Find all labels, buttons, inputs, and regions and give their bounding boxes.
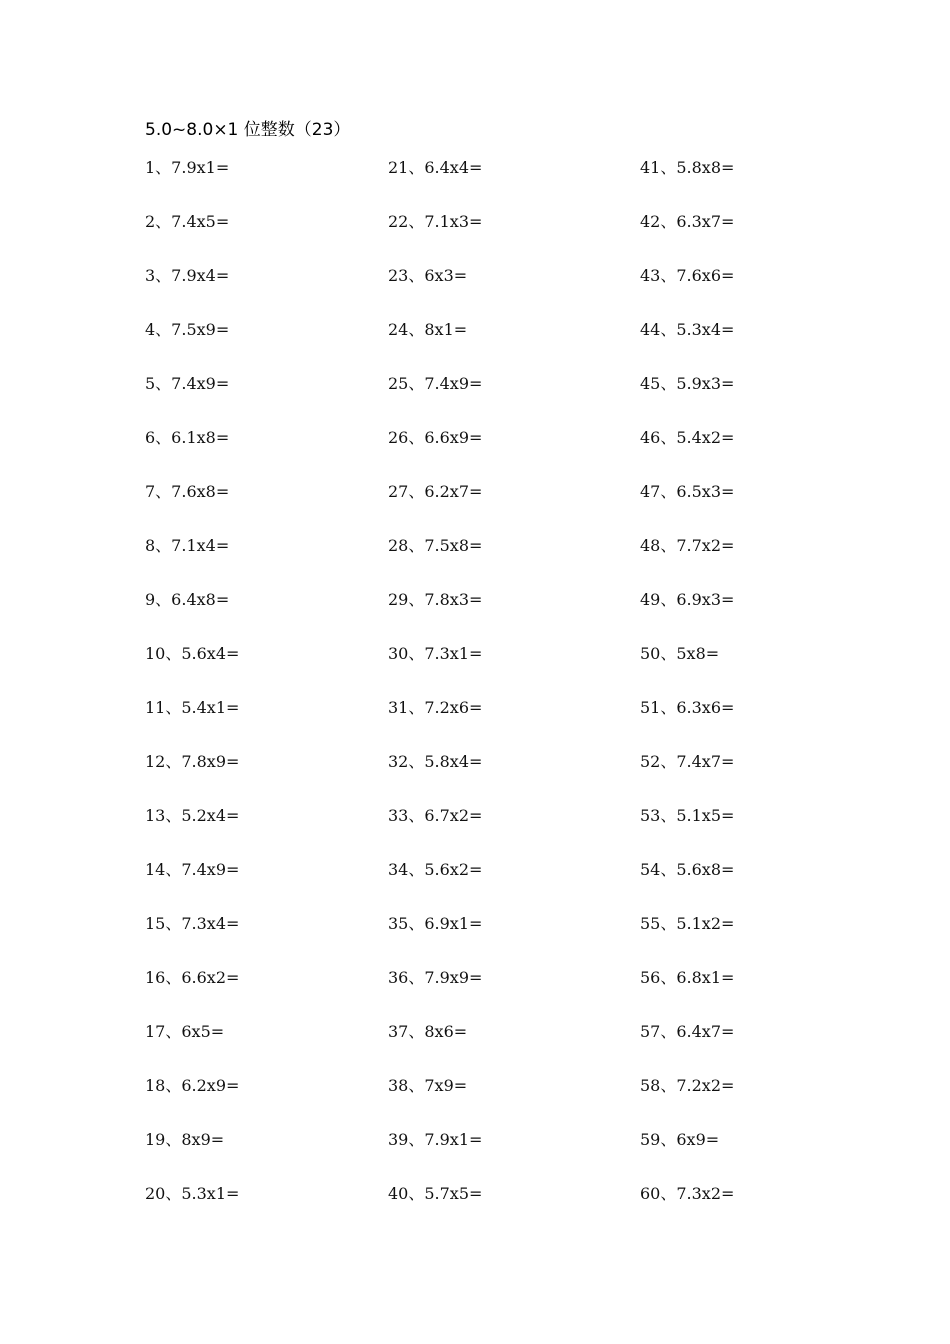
problem-item: 19、8x9= bbox=[145, 1130, 225, 1149]
problem-column-2 bbox=[388, 155, 482, 1235]
problem-item: 24、8x1= bbox=[388, 320, 468, 339]
problem-item: 58、7.2x2= bbox=[640, 1076, 735, 1095]
problem-item: 25、7.4x9= bbox=[388, 374, 483, 393]
problem-item: 42、6.3x7= bbox=[640, 212, 735, 231]
problem-item: 15、7.3x4= bbox=[145, 914, 240, 933]
problem-item: 12、7.8x9= bbox=[145, 752, 240, 771]
problem-item: 10、5.6x4= bbox=[145, 644, 240, 663]
problem-item: 39、7.9x1= bbox=[388, 1130, 483, 1149]
problem-item: 60、7.3x2= bbox=[640, 1184, 735, 1203]
problem-item: 3、7.9x4= bbox=[145, 266, 230, 285]
problem-item: 22、7.1x3= bbox=[388, 212, 483, 231]
problem-item: 51、6.3x6= bbox=[640, 698, 735, 717]
problem-item: 17、6x5= bbox=[145, 1022, 225, 1041]
problem-item: 45、5.9x3= bbox=[640, 374, 735, 393]
problem-item: 53、5.1x5= bbox=[640, 806, 735, 825]
problem-item: 41、5.8x8= bbox=[640, 158, 735, 177]
problem-item: 14、7.4x9= bbox=[145, 860, 240, 879]
problem-item: 47、6.5x3= bbox=[640, 482, 735, 501]
problem-column-1 bbox=[145, 155, 239, 1235]
problem-item: 29、7.8x3= bbox=[388, 590, 483, 609]
problem-item: 30、7.3x1= bbox=[388, 644, 483, 663]
problem-item: 50、5x8= bbox=[640, 644, 720, 663]
problem-item: 32、5.8x4= bbox=[388, 752, 483, 771]
problem-item: 26、6.6x9= bbox=[388, 428, 483, 447]
problem-item: 21、6.4x4= bbox=[388, 158, 483, 177]
problem-item: 48、7.7x2= bbox=[640, 536, 735, 555]
problem-item: 36、7.9x9= bbox=[388, 968, 483, 987]
problem-item: 59、6x9= bbox=[640, 1130, 720, 1149]
problem-column-3 bbox=[640, 155, 734, 1235]
problem-item: 7、7.6x8= bbox=[145, 482, 230, 501]
problem-item: 46、5.4x2= bbox=[640, 428, 735, 447]
problem-item: 4、7.5x9= bbox=[145, 320, 230, 339]
problem-item: 38、7x9= bbox=[388, 1076, 468, 1095]
problem-item: 16、6.6x2= bbox=[145, 968, 240, 987]
worksheet-title: 5.0~8.0×1 位整数（23） bbox=[145, 120, 351, 140]
problem-item: 5、7.4x9= bbox=[145, 374, 230, 393]
problem-item: 33、6.7x2= bbox=[388, 806, 483, 825]
problem-item: 55、5.1x2= bbox=[640, 914, 735, 933]
problem-item: 31、7.2x6= bbox=[388, 698, 483, 717]
problem-item: 54、5.6x8= bbox=[640, 860, 735, 879]
problem-item: 35、6.9x1= bbox=[388, 914, 483, 933]
problem-item: 9、6.4x8= bbox=[145, 590, 230, 609]
problem-item: 27、6.2x7= bbox=[388, 482, 483, 501]
problem-item: 37、8x6= bbox=[388, 1022, 468, 1041]
problem-item: 1、7.9x1= bbox=[145, 158, 230, 177]
problem-item: 23、6x3= bbox=[388, 266, 468, 285]
problem-item: 34、5.6x2= bbox=[388, 860, 483, 879]
problem-item: 8、7.1x4= bbox=[145, 536, 230, 555]
problem-item: 40、5.7x5= bbox=[388, 1184, 483, 1203]
problem-item: 43、7.6x6= bbox=[640, 266, 735, 285]
problem-item: 44、5.3x4= bbox=[640, 320, 735, 339]
problem-item: 11、5.4x1= bbox=[145, 698, 240, 717]
problem-item: 56、6.8x1= bbox=[640, 968, 735, 987]
problem-item: 2、7.4x5= bbox=[145, 212, 230, 231]
problem-item: 13、5.2x4= bbox=[145, 806, 240, 825]
problem-item: 20、5.3x1= bbox=[145, 1184, 240, 1203]
problem-item: 6、6.1x8= bbox=[145, 428, 230, 447]
problem-item: 52、7.4x7= bbox=[640, 752, 735, 771]
problem-item: 57、6.4x7= bbox=[640, 1022, 735, 1041]
problem-item: 18、6.2x9= bbox=[145, 1076, 240, 1095]
problem-item: 28、7.5x8= bbox=[388, 536, 483, 555]
problem-item: 49、6.9x3= bbox=[640, 590, 735, 609]
